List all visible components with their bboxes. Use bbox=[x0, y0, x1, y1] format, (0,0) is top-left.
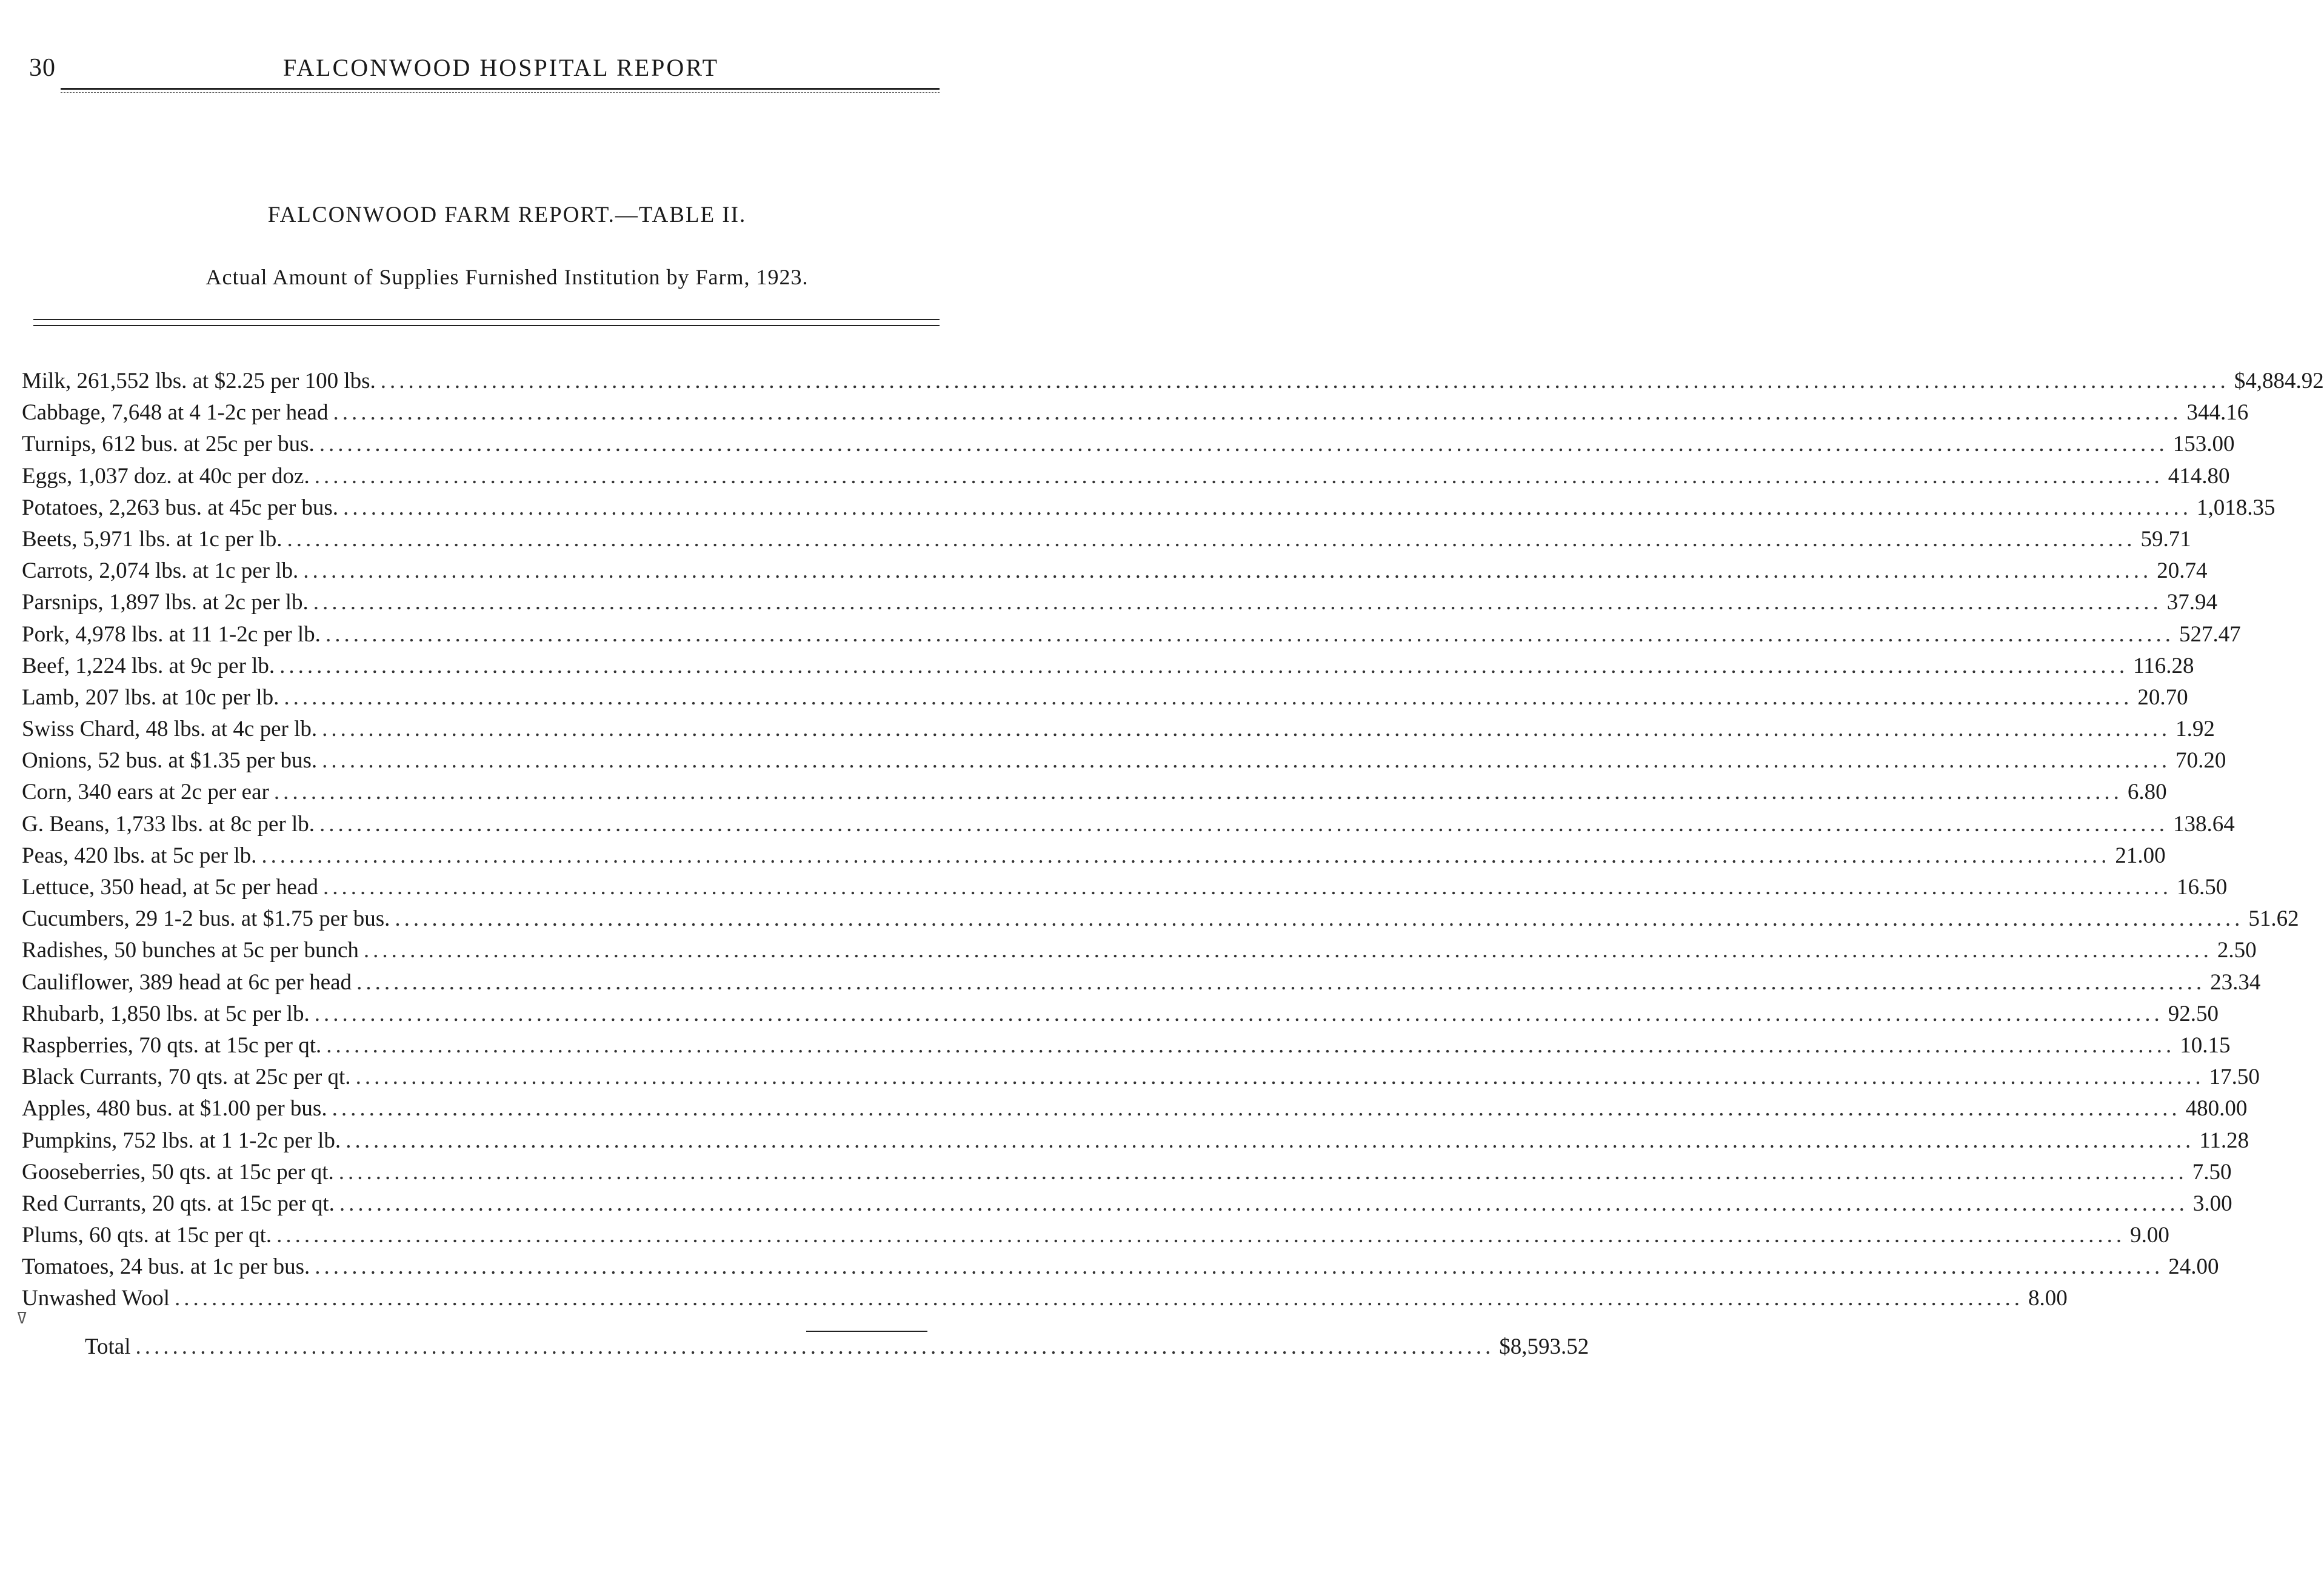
dot-leader: ........................................................................................................................................................................................................ bbox=[332, 1096, 2181, 1122]
ledger-amount: 8.00 bbox=[2028, 1286, 2068, 1311]
dot-leader: ........................................................................................................................................................................................................ bbox=[314, 1001, 2163, 1026]
ledger-item: Turnips, 612 bus. at 25c per bus. bbox=[22, 432, 315, 457]
ledger-item: Rhubarb, 1,850 lbs. at 5c per lb. bbox=[22, 1001, 310, 1026]
ledger-row bbox=[22, 840, 2166, 872]
total-row bbox=[85, 1331, 1589, 1363]
dot-leader: ........................................................................................................................................................................................................ bbox=[363, 938, 2212, 963]
ledger-amount: 17.50 bbox=[2209, 1065, 2260, 1090]
dot-leader: ........................................................................................................................................................................................................ bbox=[322, 748, 2171, 774]
ledger-row bbox=[22, 777, 2167, 808]
dot-leader: ........................................................................................................................................................................................................ bbox=[175, 1286, 2024, 1311]
dot-leader: ........................................................................................................................................................................................................ bbox=[338, 1159, 2188, 1185]
ledger-item: Lettuce, 350 head, at 5c per head bbox=[22, 875, 318, 900]
tick-mark: ߜ bbox=[17, 1309, 27, 1327]
ledger-row bbox=[22, 1157, 2232, 1188]
ledger-item: Cabbage, 7,648 at 4 1-2c per head bbox=[22, 400, 329, 426]
ledger-amount: 1.92 bbox=[2175, 717, 2215, 742]
ledger-amount: 24.00 bbox=[2168, 1254, 2219, 1280]
ledger-row bbox=[22, 745, 2226, 777]
dot-leader: ........................................................................................................................................................................................................ bbox=[284, 684, 2133, 710]
ledger-item: Swiss Chard, 48 lbs. at 4c per lb. bbox=[22, 717, 318, 742]
ledger-row bbox=[22, 1283, 2068, 1314]
ledger-amount: 6.80 bbox=[2127, 780, 2167, 805]
ledger-amount: 21.00 bbox=[2115, 843, 2166, 868]
table-subtitle: Actual Amount of Supplies Furnished Institution by Farm, 1923. bbox=[205, 265, 809, 289]
ledger-row bbox=[22, 809, 2235, 840]
ledger-row bbox=[22, 1220, 2169, 1251]
dot-leader: ........................................................................................................................................................................................................ bbox=[380, 369, 2229, 393]
page-number: 30 bbox=[29, 54, 56, 82]
ledger-row bbox=[22, 555, 2208, 587]
table-title: FALCONWOOD FARM REPORT.—TABLE II. bbox=[267, 202, 747, 227]
ledger-amount: 344.16 bbox=[2186, 400, 2249, 426]
table-double-rule bbox=[33, 319, 940, 326]
running-head: FALCONWOOD HOSPITAL REPORT bbox=[282, 54, 720, 81]
ledger-item: Cauliflower, 389 head at 6c per head bbox=[22, 969, 352, 995]
ledger-amount: 4,884.92 bbox=[2245, 369, 2324, 393]
ledger-row bbox=[22, 935, 2257, 966]
ledger-row bbox=[22, 650, 2194, 682]
ledger-item: Gooseberries, 50 qts. at 15c per qt. bbox=[22, 1159, 334, 1185]
dot-leader: ........................................................................................................................................................................................................ bbox=[326, 1032, 2175, 1058]
ledger-row bbox=[22, 714, 2215, 745]
ledger-item: Unwashed Wool bbox=[22, 1286, 170, 1311]
ledger-row bbox=[22, 492, 2276, 524]
ledger-amount: 37.94 bbox=[2166, 590, 2217, 615]
ledger-amount: 16.50 bbox=[2177, 875, 2228, 900]
ledger-item: Black Currants, 70 qts. at 25c per qt. bbox=[22, 1065, 351, 1090]
dot-leader: ........................................................................................................................................................................................................ bbox=[343, 495, 2192, 520]
ledger-item: Carrots, 2,074 lbs. at 1c per lb. bbox=[22, 558, 299, 584]
ledger-amount: 153.00 bbox=[2172, 432, 2235, 457]
ledger-amount: 92.50 bbox=[2168, 1001, 2219, 1026]
ledger-amount: 70.20 bbox=[2175, 748, 2226, 774]
dot-leader: ........................................................................................................................................................................................................ bbox=[339, 1191, 2188, 1216]
dot-leader: ........................................................................................................................................................................................................ bbox=[322, 717, 2171, 742]
total-amount: 8,593.52 bbox=[1510, 1334, 1589, 1359]
dot-leader: ........................................................................................................................................................................................................ bbox=[273, 780, 2123, 805]
dot-leader: ........................................................................................................................................................................................................ bbox=[276, 1223, 2126, 1248]
ledger-row bbox=[22, 1251, 2219, 1283]
ledger-amount: 116.28 bbox=[2133, 653, 2194, 678]
ledger-amount: 2.50 bbox=[2217, 938, 2257, 963]
dot-leader: ........................................................................................................................................................................................................ bbox=[287, 526, 2136, 552]
dot-leader: ........................................................................................................................................................................................................ bbox=[319, 432, 2168, 457]
ledger-row bbox=[22, 429, 2235, 460]
dot-leader: ........................................................................................................................................................................................................ bbox=[261, 843, 2111, 868]
ledger-item: Pumpkins, 752 lbs. at 1 1-2c per lb. bbox=[22, 1128, 341, 1153]
ledger-amount: 7.50 bbox=[2192, 1159, 2232, 1185]
ledger-amount: 480.00 bbox=[2185, 1096, 2248, 1122]
dot-leader: ........................................................................................................................................................................................................ bbox=[395, 906, 2244, 932]
ledger-amount: 51.62 bbox=[2248, 906, 2299, 932]
ledger-amount: 23.34 bbox=[2210, 969, 2261, 995]
ledger-row bbox=[22, 1062, 2260, 1093]
ledger-row bbox=[22, 1125, 2249, 1157]
ledger-row bbox=[22, 967, 2261, 998]
ledger-amount: 9.00 bbox=[2130, 1223, 2169, 1248]
ledger-row bbox=[22, 1188, 2232, 1220]
total-currency: $ bbox=[1499, 1334, 1511, 1359]
ledger-item: Parsnips, 1,897 lbs. at 2c per lb. bbox=[22, 590, 309, 615]
ledger-row bbox=[22, 1030, 2231, 1062]
ledger-item: Pork, 4,978 lbs. at 11 1-2c per lb. bbox=[22, 621, 321, 647]
ledger-item: Raspberries, 70 qts. at 15c per qt. bbox=[22, 1032, 322, 1058]
ledger-amount: 414.80 bbox=[2168, 463, 2230, 489]
ledger-item: Beef, 1,224 lbs. at 9c per lb. bbox=[22, 653, 275, 678]
ledger-amount: 10.15 bbox=[2180, 1032, 2231, 1058]
ledger-amount: 20.70 bbox=[2137, 684, 2188, 710]
dot-leader: ........................................................................................................................................................................................................ bbox=[303, 558, 2152, 584]
supplies-ledger bbox=[22, 366, 2324, 1315]
dot-leader: ........................................................................................................................................................................................................ bbox=[323, 875, 2172, 900]
ledger-row bbox=[22, 903, 2299, 935]
ledger-item: Red Currants, 20 qts. at 15c per qt. bbox=[22, 1191, 335, 1216]
ledger-row bbox=[22, 524, 2191, 555]
ledger-amount: 527.47 bbox=[2179, 621, 2241, 647]
ledger-row bbox=[22, 682, 2188, 714]
ledger-amount: 59.71 bbox=[2140, 526, 2191, 552]
ledger-item: Plums, 60 qts. at 15c per qt. bbox=[22, 1223, 272, 1248]
ledger-amount: 138.64 bbox=[2172, 811, 2235, 837]
ledger-item: Corn, 340 ears at 2c per ear bbox=[22, 780, 269, 805]
ledger-item: Peas, 420 lbs. at 5c per lb. bbox=[22, 843, 257, 868]
total-label: Total bbox=[85, 1334, 131, 1359]
ledger-currency: $ bbox=[2234, 369, 2246, 393]
ledger-row bbox=[22, 366, 2324, 397]
dot-leader: ........................................................................................................................................................................................................ bbox=[325, 621, 2174, 647]
ledger-amount: 20.74 bbox=[2157, 558, 2208, 584]
ledger-item: Beets, 5,971 lbs. at 1c per lb. bbox=[22, 526, 282, 552]
ledger-amount: 1,018.35 bbox=[2197, 495, 2276, 520]
dot-leader: ........................................................................................................................................................................................................ bbox=[315, 1254, 2164, 1280]
ledger-row bbox=[22, 587, 2217, 618]
ledger-item: Onions, 52 bus. at $1.35 per bus. bbox=[22, 748, 318, 774]
dot-leader: ........................................................................................................................................................................................................ bbox=[314, 463, 2163, 489]
dot-leader: ........................................................................................................................................................................................................ bbox=[279, 653, 2129, 678]
ledger-item: G. Beans, 1,733 lbs. at 8c per lb. bbox=[22, 811, 315, 837]
dot-leader: ........................................................................................................................................................................................................ bbox=[319, 811, 2168, 837]
ledger-item: Apples, 480 bus. at $1.00 per bus. bbox=[22, 1096, 327, 1122]
dot-leader: ........................................................................................................................................................................................................ bbox=[333, 400, 2182, 426]
dot-leader: ........................................................................................................................................................................................................ bbox=[313, 590, 2162, 615]
header-rule bbox=[61, 88, 940, 93]
dot-leader: ........................................................................................................................................................................................................ bbox=[346, 1128, 2195, 1153]
dot-leader: ................................................................................................................................................... bbox=[135, 1334, 1495, 1359]
dot-leader: ........................................................................................................................................................................................................ bbox=[355, 1065, 2205, 1090]
ledger-item: Eggs, 1,037 doz. at 40c per doz. bbox=[22, 463, 310, 489]
dot-leader: ........................................................................................................................................................................................................ bbox=[356, 969, 2206, 995]
ledger-amount: 3.00 bbox=[2192, 1191, 2232, 1216]
ledger-row bbox=[22, 872, 2228, 903]
ledger-item: Milk, 261,552 lbs. at $2.25 per 100 lbs. bbox=[22, 369, 376, 393]
ledger-item: Lamb, 207 lbs. at 10c per lb. bbox=[22, 684, 279, 710]
ledger-row bbox=[22, 397, 2249, 429]
ledger-item: Cucumbers, 29 1-2 bus. at $1.75 per bus. bbox=[22, 906, 390, 932]
ledger-row bbox=[22, 998, 2219, 1030]
ledger-row bbox=[22, 1093, 2248, 1125]
ledger-item: Radishes, 50 bunches at 5c per bunch bbox=[22, 938, 359, 963]
ledger-item: Tomatoes, 24 bus. at 1c per bus. bbox=[22, 1254, 310, 1280]
ledger-item: Potatoes, 2,263 bus. at 45c per bus. bbox=[22, 495, 339, 520]
ledger-amount: 11.28 bbox=[2199, 1128, 2249, 1153]
ledger-row bbox=[22, 619, 2241, 650]
ledger-row bbox=[22, 461, 2230, 492]
